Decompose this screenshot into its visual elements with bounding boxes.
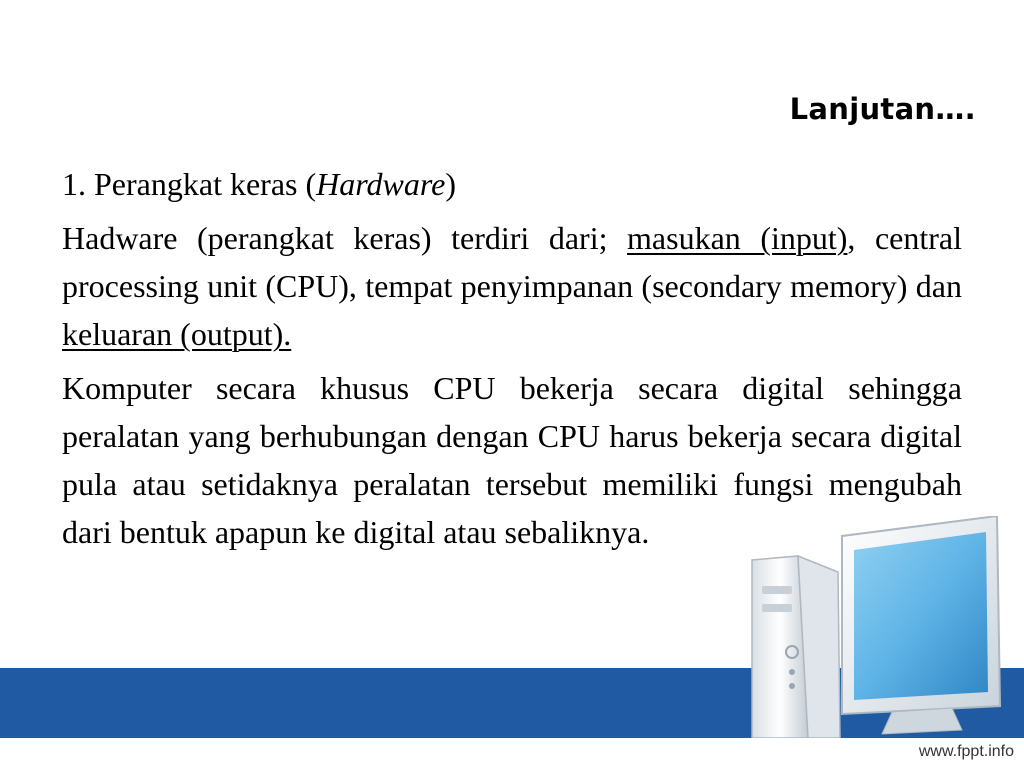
heading-italic: Hardware — [316, 166, 446, 202]
slide-title: Lanjutan…. — [789, 92, 976, 126]
input-term: masukan (input) — [627, 220, 848, 256]
heading-number: 1. — [62, 166, 86, 202]
hardware-definition-paragraph — [62, 214, 962, 358]
footer-strip — [0, 738, 1024, 768]
footer-url: www.fppt.info — [918, 743, 1014, 760]
cpu-digital-paragraph: Komputer secara khusus CPU bekerja secara digital sehingga peralatan yang berhubungan dengan CPU harus bekerja secara digital pula atau setidaknya peralatan tersebut memiliki fungsi mengubah dari bentuk apapun ke digital atau sebaliknya. — [62, 370, 962, 550]
output-term: keluaran (output). — [62, 316, 292, 352]
paragraph1-part2: , central processing unit (CPU), tempat penyimpanan (secondary memory) dan — [62, 220, 963, 304]
paragraph1-part1: Hadware (perangkat keras) terdiri dari; — [62, 220, 628, 256]
slide-content — [62, 160, 962, 562]
heading-text: Perangkat keras ( — [94, 166, 317, 202]
heading-close: ) — [445, 166, 456, 202]
hardware-heading — [62, 160, 962, 208]
